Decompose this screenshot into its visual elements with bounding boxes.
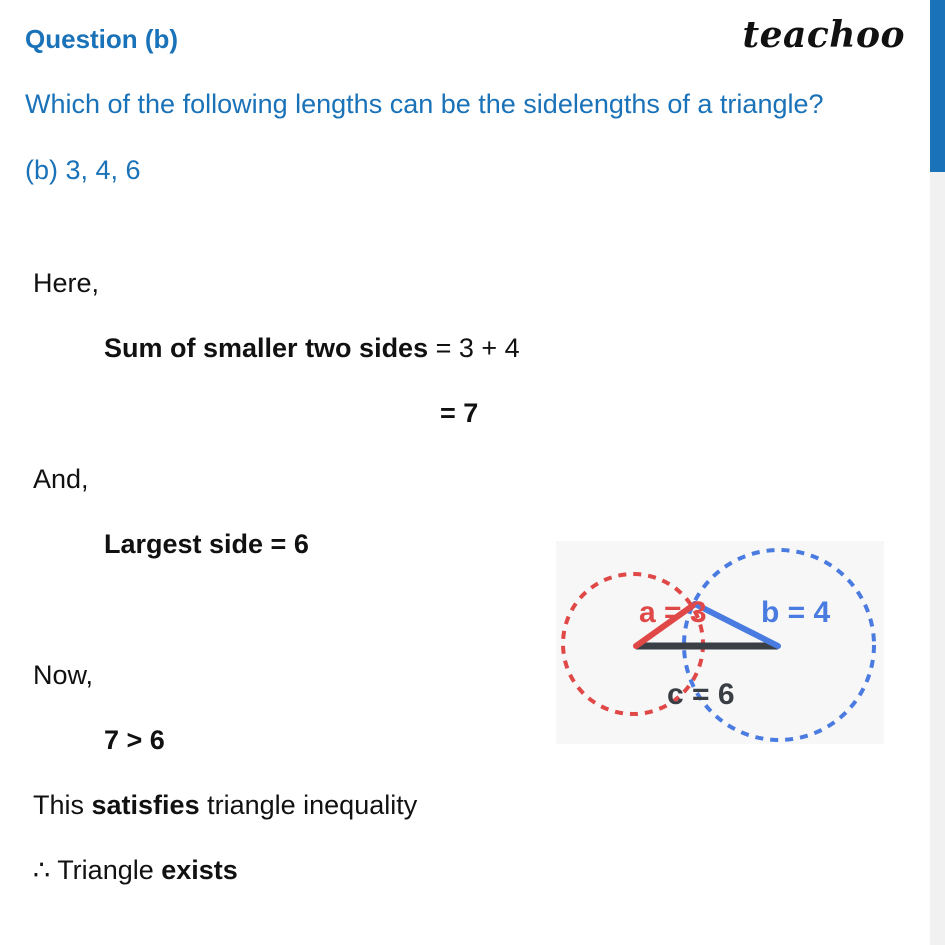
sum-line: [104, 333, 520, 364]
here-text: Here,: [33, 268, 100, 298]
now-text: Now,: [33, 660, 94, 690]
conclusion-line: [33, 855, 238, 886]
sum-result: = 7: [440, 398, 479, 428]
satisfies-line: [33, 790, 417, 821]
satisfies-post: triangle inequality: [199, 790, 418, 820]
question-heading: Question (b): [25, 24, 179, 54]
label-c: c = 6: [667, 678, 735, 711]
and-text: And,: [33, 464, 89, 494]
question-text: Which of the following lengths can be the sidelengths of a triangle?: [25, 89, 824, 119]
label-a: a = 3: [639, 596, 707, 629]
teachoo-logo: teachoo: [742, 14, 905, 56]
therefore-bold: exists: [161, 855, 238, 885]
satisfies-bold: satisfies: [91, 790, 200, 820]
question-option: (b) 3, 4, 6: [25, 155, 141, 185]
label-b: b = 4: [761, 596, 831, 629]
satisfies-pre: This: [33, 790, 92, 820]
sum-label: Sum of smaller two sides: [104, 333, 429, 363]
triangle-diagram: [556, 541, 884, 744]
scrollbar-thumb[interactable]: [930, 0, 945, 172]
triangle-figure: [556, 541, 884, 744]
largest-side-text: Largest side = 6: [104, 529, 309, 559]
therefore-pre: ∴ Triangle: [33, 855, 162, 885]
comparison-text: 7 > 6: [104, 725, 165, 755]
sum-expression: = 3 + 4: [428, 333, 520, 363]
